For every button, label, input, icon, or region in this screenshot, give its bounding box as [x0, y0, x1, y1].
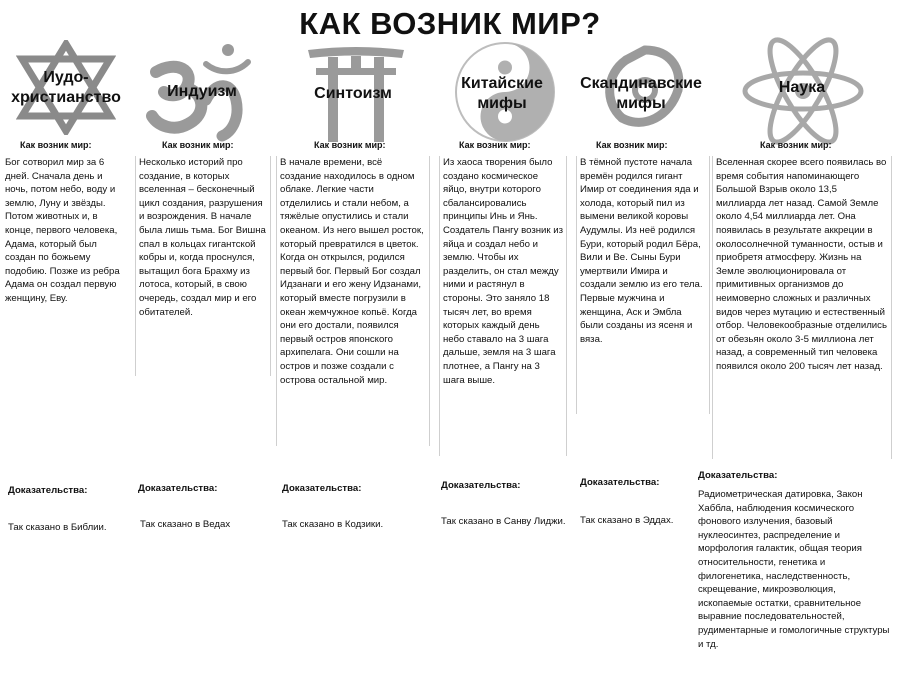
- evidence-label: Доказательства:: [441, 480, 521, 491]
- religion-name: Иудо- христианство: [11, 69, 121, 106]
- evidence-label: Доказательства:: [138, 483, 218, 494]
- how-label: Как возник мир:: [314, 140, 386, 150]
- how-label: Как возник мир:: [596, 140, 668, 150]
- evidence-text: Так сказано в Эддах.: [580, 515, 674, 526]
- column-chinese-myths: [435, 0, 569, 675]
- evidence-label: Доказательства:: [8, 485, 88, 496]
- religion-name: Китайские мифы: [461, 75, 543, 112]
- religion-name: Наука: [778, 79, 826, 96]
- creation-story: Несколько историй про создание, в которых вселенная – бесконечный цикл создания, разрушения и возрождения. В начале была лишь тьма. Бог Вишна спал в кольцах гигантской кобры и, когда проснулся, вытащил бога Брахму из лотоса, который, в свою очередь, создал мир и его обитателей.: [135, 156, 271, 376]
- creation-story: Из хаоса творения было создано космическое яйцо, внутри которого сбалансировались принципы Инь и Янь. Создатель Пангу возник из яйца и создал небо и землю. Чтобы их разделить, он стал между ними и растянул в стороны. Это заняло 18 тысяч лет, во время которых каждый день небо ставало на 3 шага дальше, земля на 3 шага плотнее, а Пангу на 3 шага выше.: [439, 156, 567, 456]
- how-label: Как возник мир:: [162, 140, 234, 150]
- evidence-label: Доказательства:: [282, 483, 362, 494]
- evidence-text: Так сказано в Библии.: [8, 522, 107, 533]
- creation-story: В начале времени, всё создание находилось в одном облаке. Легкие части отделились и стали небом, а тяжёлые опустились и стали океаном. Из него вышел росток, который превратился в цветок. Когда он открылся, родился первый бог. Первый Бог создал Идзанаги и его жену Идзанами, который вместе погрузили в океан жемчужное копьё. Когда они его достали, появился первый остров японского архипелага. Они сошли на остров и позже создали с острова остальной мир.: [276, 156, 430, 446]
- page-title: КАК ВОЗНИК МИР?: [299, 6, 601, 41]
- evidence-text: Так сказано в Санву Лиджи.: [441, 516, 566, 527]
- evidence-text: Так сказано в Кодзики.: [282, 519, 384, 530]
- creation-story: Вселенная скорее всего появилась во время события напоминающего Большой Взрыв около 13,5 миллиарда лет назад. Самой Земле около 4,54 миллиарда лет. Она появилась в результате аккреции в околосолнечной туманности, остыв и приобретя атмосферу. Жизнь на Земле эволюционировала от примитивных организмов до неимоверно сложных и различных видов через мутацию и естественный отбор. Человекообразные отделились от обезьян около 3-5 миллиона лет назад, а современный тип человека появился около 200 тысяч лет назад.: [712, 156, 892, 459]
- how-label: Как возник мир:: [459, 140, 531, 150]
- evidence-text: Так сказано в Ведах: [140, 519, 231, 530]
- religion-name: Индуизм: [167, 83, 237, 100]
- column-science: [698, 0, 898, 675]
- column-norse-myths: [572, 0, 710, 675]
- how-label: Как возник мир:: [760, 140, 832, 150]
- column-judeo-christianity: [0, 0, 130, 675]
- column-hinduism: [132, 0, 272, 675]
- creation-story: В тёмной пустоте начала времён родился гигант Имир от соединения яда и холода, который пил из вымени великой коровы Аудумлы. Из неё родился Бури, который родил Бёра, Вили и Ве. Сыны Бури умертвили Имира и создали землю из его тела. Первые мужчина и женщина, Аск и Эмбла были созданы из ясеня и вяза.: [576, 156, 710, 414]
- evidence-label: Доказательства:: [698, 470, 778, 481]
- evidence-text: Радиометрическая датировка, Закон Хаббла, наблюдения космического фонового излучения, базовый нуклеосинтез, распределение и морфология галактик, общая теория относительности, генетика и филогенетика, наследственность, скрещевание, микроэволюция, ископаемые остатки, сравнительное выравние последовательностей, рудиментарные и гомологичные структуры и тд.: [698, 489, 890, 650]
- evidence-label: Доказательства:: [580, 477, 660, 488]
- religion-name: Скандинавские мифы: [580, 75, 702, 112]
- creation-story: Бог сотворил мир за 6 дней. Сначала день и ночь, потом небо, воду и землю, Луну и звёзды. Потом животных и, в конце, первого человека, Адама, который был создан по божьему подобию. Позже из ребра Адама он создал первую женщину, Еву.: [5, 157, 120, 304]
- religion-name: Синтоизм: [314, 85, 392, 102]
- column-shinto: [274, 0, 432, 675]
- how-label: Как возник мир:: [20, 140, 92, 150]
